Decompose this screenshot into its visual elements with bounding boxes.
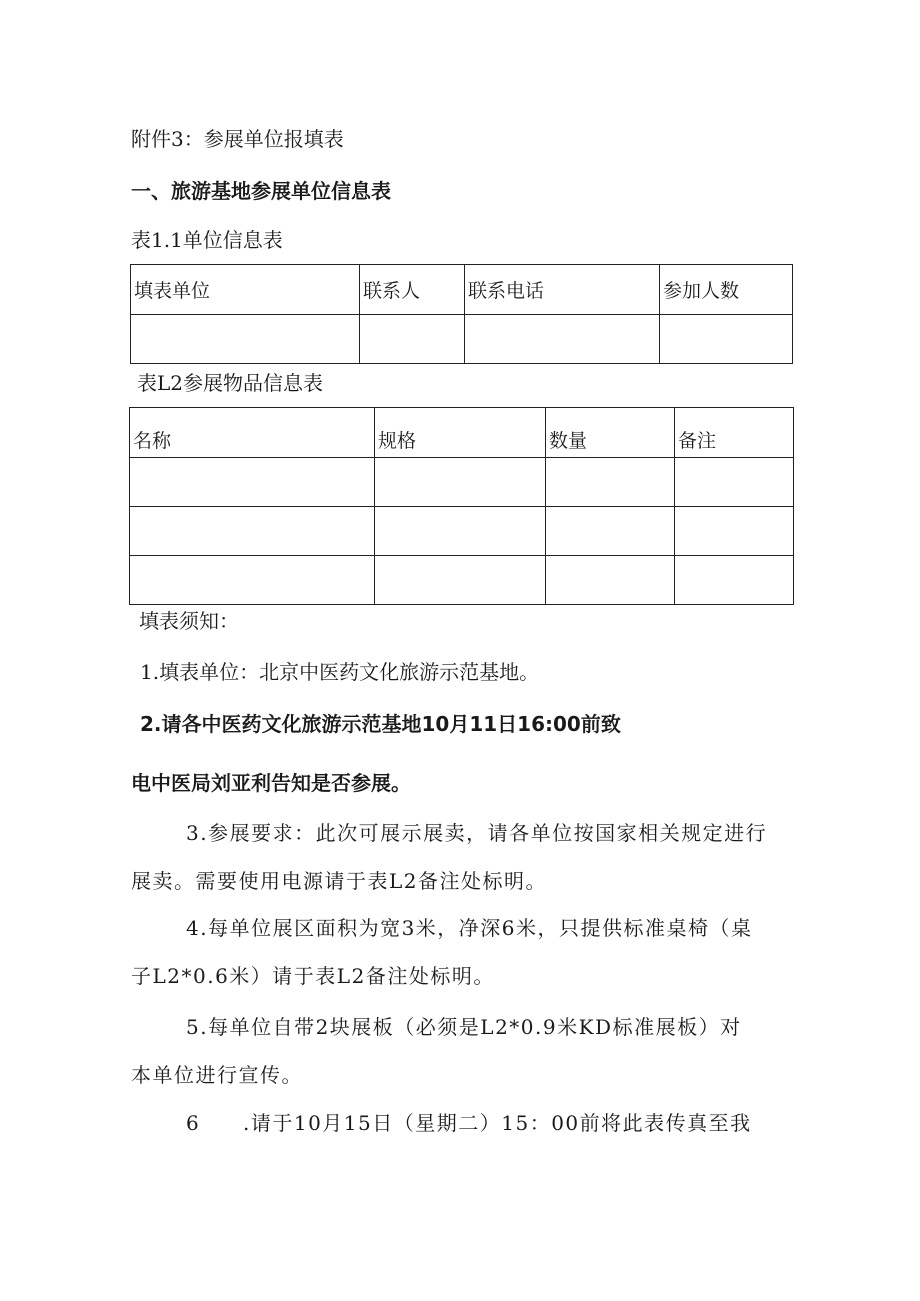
note-item-2-line-1: 2.请各中医药文化旅游示范基地10月11日16:00前致 (140, 712, 621, 736)
exhibit-items-table (129, 407, 794, 605)
notes-heading: 填表须知： (139, 609, 239, 633)
note-item-3-line-1: 3.参展要求：此次可展示展卖，请各单位按国家相关规定进行 (186, 821, 768, 845)
table-header-row (130, 408, 794, 458)
table-cell (546, 507, 675, 556)
table-cell (375, 556, 546, 605)
table-row (131, 315, 793, 364)
table-cell (131, 315, 360, 364)
table-header-cell: 填表单位 (131, 265, 360, 315)
attachment-title: 附件3：参展单位报填表 (131, 127, 344, 151)
table-header-cell: 参加人数 (660, 265, 793, 315)
table-cell (375, 507, 546, 556)
note-item-1: 1.填表单位：北京中医药文化旅游示范基地。 (140, 660, 540, 684)
note-item-5-line-1: 5.每单位自带2块展板（必须是L2*0.9米KD标准展板）对 (186, 1015, 742, 1039)
table-cell (130, 507, 375, 556)
note-item-2-line-2: 电中医局刘亚利告知是否参展。 (131, 771, 411, 795)
table-header-cell: 备注 (675, 408, 794, 458)
table-row (130, 458, 794, 507)
table-header-cell: 规格 (375, 408, 546, 458)
table-cell (675, 458, 794, 507)
table-cell (675, 556, 794, 605)
section-heading: 一、旅游基地参展单位信息表 (131, 179, 391, 203)
table-cell (675, 507, 794, 556)
table-header-cell: 名称 (130, 408, 375, 458)
table-cell (360, 315, 465, 364)
table2-caption: 表L2参展物品信息表 (137, 371, 324, 395)
note-item-3-line-2: 展卖。需要使用电源请于表L2备注处标明。 (131, 869, 548, 893)
table-cell (660, 315, 793, 364)
table-row (130, 507, 794, 556)
table1-caption: 表1.1单位信息表 (131, 228, 283, 252)
table-cell (130, 458, 375, 507)
note-item-5-line-2: 本单位进行宣传。 (131, 1063, 303, 1087)
table-cell (375, 458, 546, 507)
note-item-6-text: .请于10月15日（星期二）15：00前将此表传真至我 (243, 1111, 752, 1135)
note-item-6-number: 6 (186, 1111, 199, 1135)
table-row (130, 556, 794, 605)
note-item-4-line-2: 子L2*0.6米）请于表L2备注处标明。 (131, 964, 495, 988)
table-header-cell: 数量 (546, 408, 675, 458)
unit-info-table (130, 264, 793, 364)
table-cell (130, 556, 375, 605)
note-item-4-line-1: 4.每单位展区面积为宽3米，净深6米，只提供标准桌椅（桌 (186, 916, 753, 940)
table-header-cell: 联系电话 (465, 265, 660, 315)
table-header-row (131, 265, 793, 315)
table-cell (546, 458, 675, 507)
table-cell (546, 556, 675, 605)
table-cell (465, 315, 660, 364)
table-header-cell: 联系人 (360, 265, 465, 315)
